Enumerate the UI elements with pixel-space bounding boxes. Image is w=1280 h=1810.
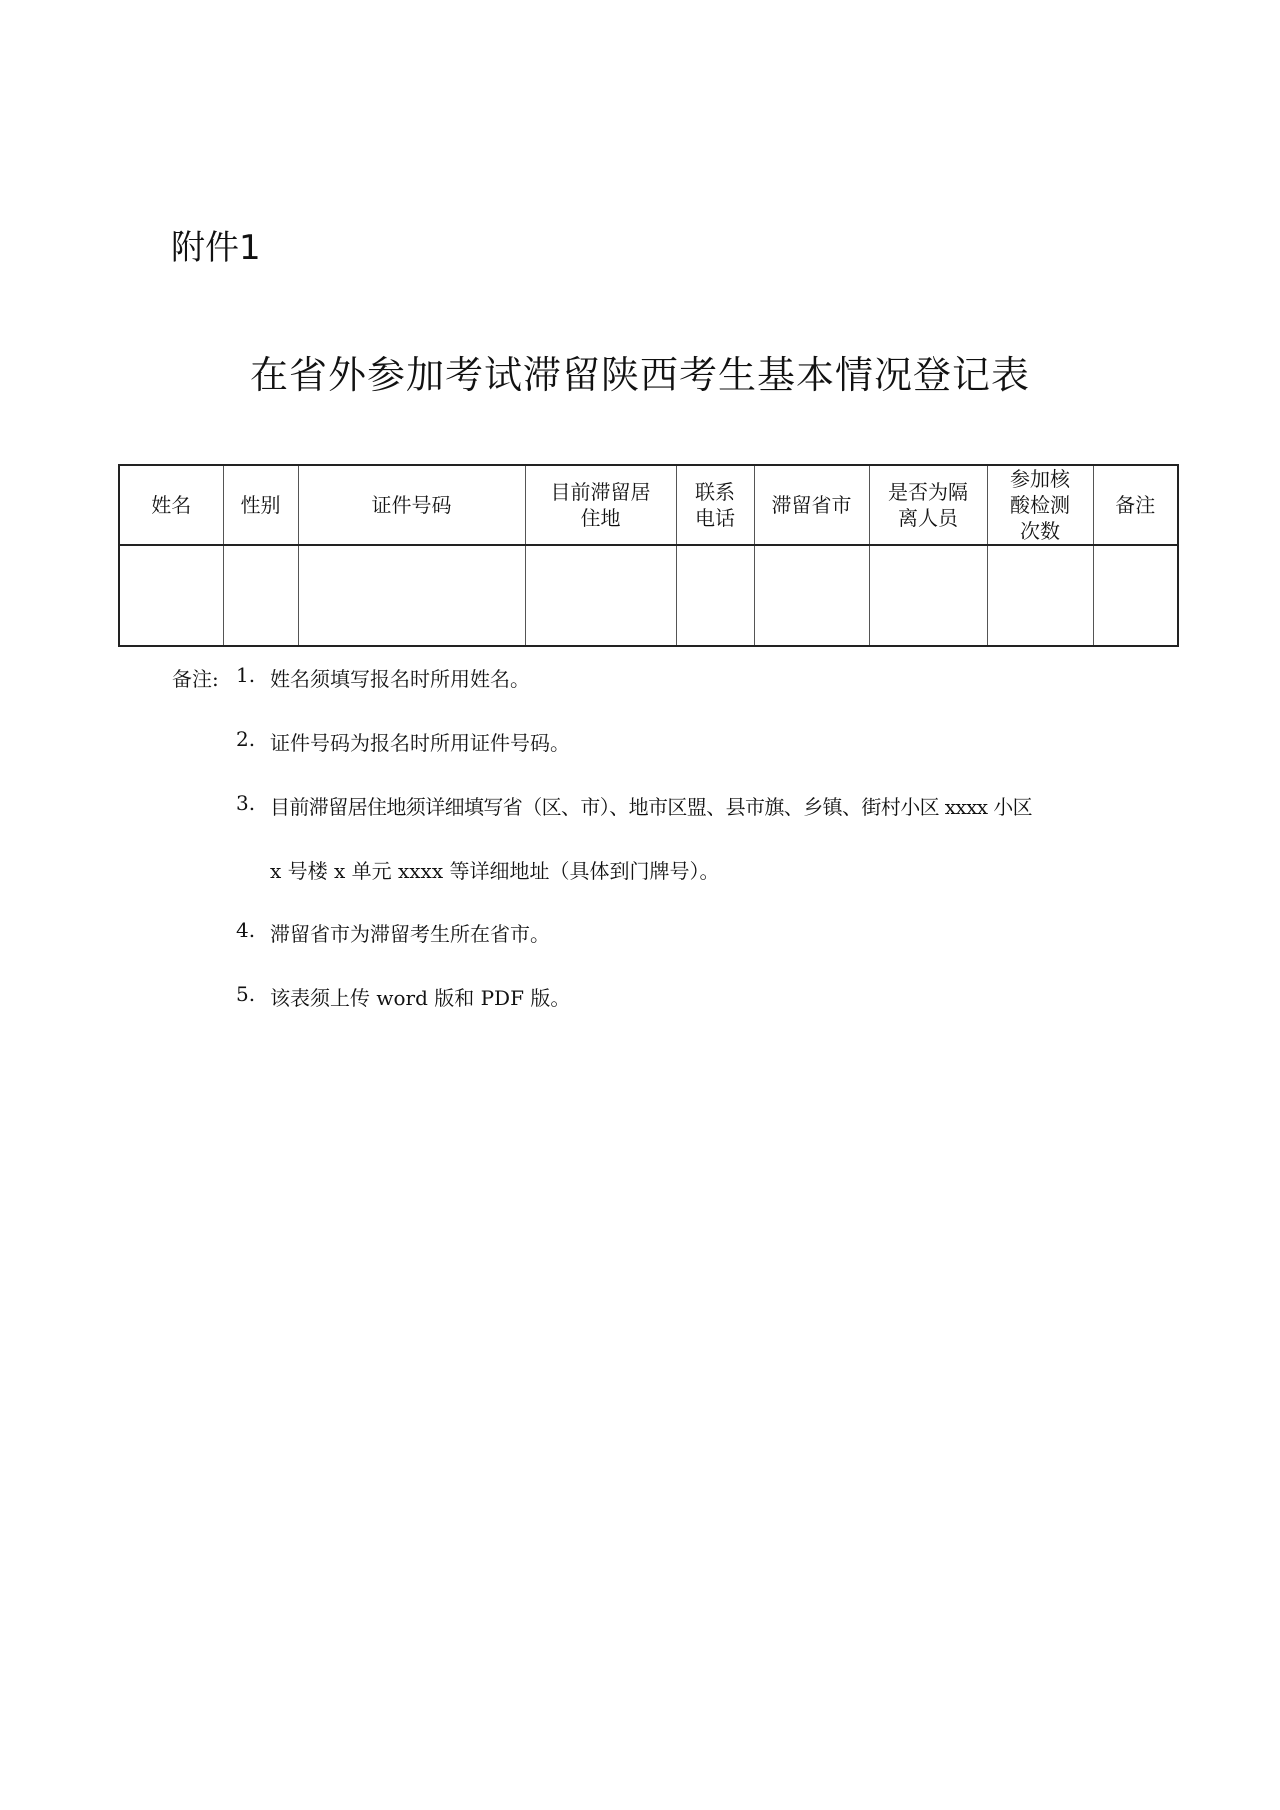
table-row — [119, 545, 1178, 646]
notes-label: 备注: — [172, 667, 219, 691]
cell-stranded-province[interactable] — [754, 545, 869, 646]
cell-name[interactable] — [119, 545, 223, 646]
table-header-row — [119, 465, 1178, 545]
note-number: 3. — [236, 791, 256, 815]
cell-quarantined[interactable] — [869, 545, 987, 646]
cell-phone[interactable] — [676, 545, 754, 646]
note-number: 5. — [236, 982, 256, 1006]
header-id-number: 证件号码 — [298, 465, 525, 545]
header-current-residence: 目前滞留居住地 — [525, 465, 676, 545]
page-title: 在省外参加考试滞留陕西考生基本情况登记表 — [249, 353, 1030, 397]
note-text: 滞留省市为滞留考生所在省市。 — [270, 922, 550, 946]
cell-nucleic-tests[interactable] — [987, 545, 1093, 646]
header-stranded-province: 滞留省市 — [754, 465, 869, 545]
header-name: 姓名 — [119, 465, 223, 545]
note-text-continued: x 号楼 x 单元 xxxx 等详细地址（具体到门牌号）。 — [270, 859, 720, 883]
cell-id-number[interactable] — [298, 545, 525, 646]
note-text: 证件号码为报名时所用证件号码。 — [270, 731, 570, 755]
attachment-label: 附件1 — [171, 228, 261, 268]
registration-table — [118, 464, 1179, 647]
note-number: 4. — [236, 918, 256, 942]
note-number: 1. — [236, 663, 256, 687]
cell-remarks[interactable] — [1093, 545, 1178, 646]
note-text: 目前滞留居住地须详细填写省（区、市）、地市区盟、县市旗、乡镇、街村小区 xxxx 小区 — [270, 795, 1033, 819]
note-text: 姓名须填写报名时所用姓名。 — [270, 667, 530, 691]
note-text: 该表须上传 word 版和 PDF 版。 — [270, 986, 571, 1010]
header-remarks: 备注 — [1093, 465, 1178, 545]
header-quarantined: 是否为隔离人员 — [869, 465, 987, 545]
header-phone: 联系电话 — [676, 465, 754, 545]
note-number: 2. — [236, 727, 256, 751]
header-gender: 性别 — [223, 465, 298, 545]
cell-current-residence[interactable] — [525, 545, 676, 646]
header-nucleic-tests: 参加核酸检测次数 — [987, 465, 1093, 545]
cell-gender[interactable] — [223, 545, 298, 646]
